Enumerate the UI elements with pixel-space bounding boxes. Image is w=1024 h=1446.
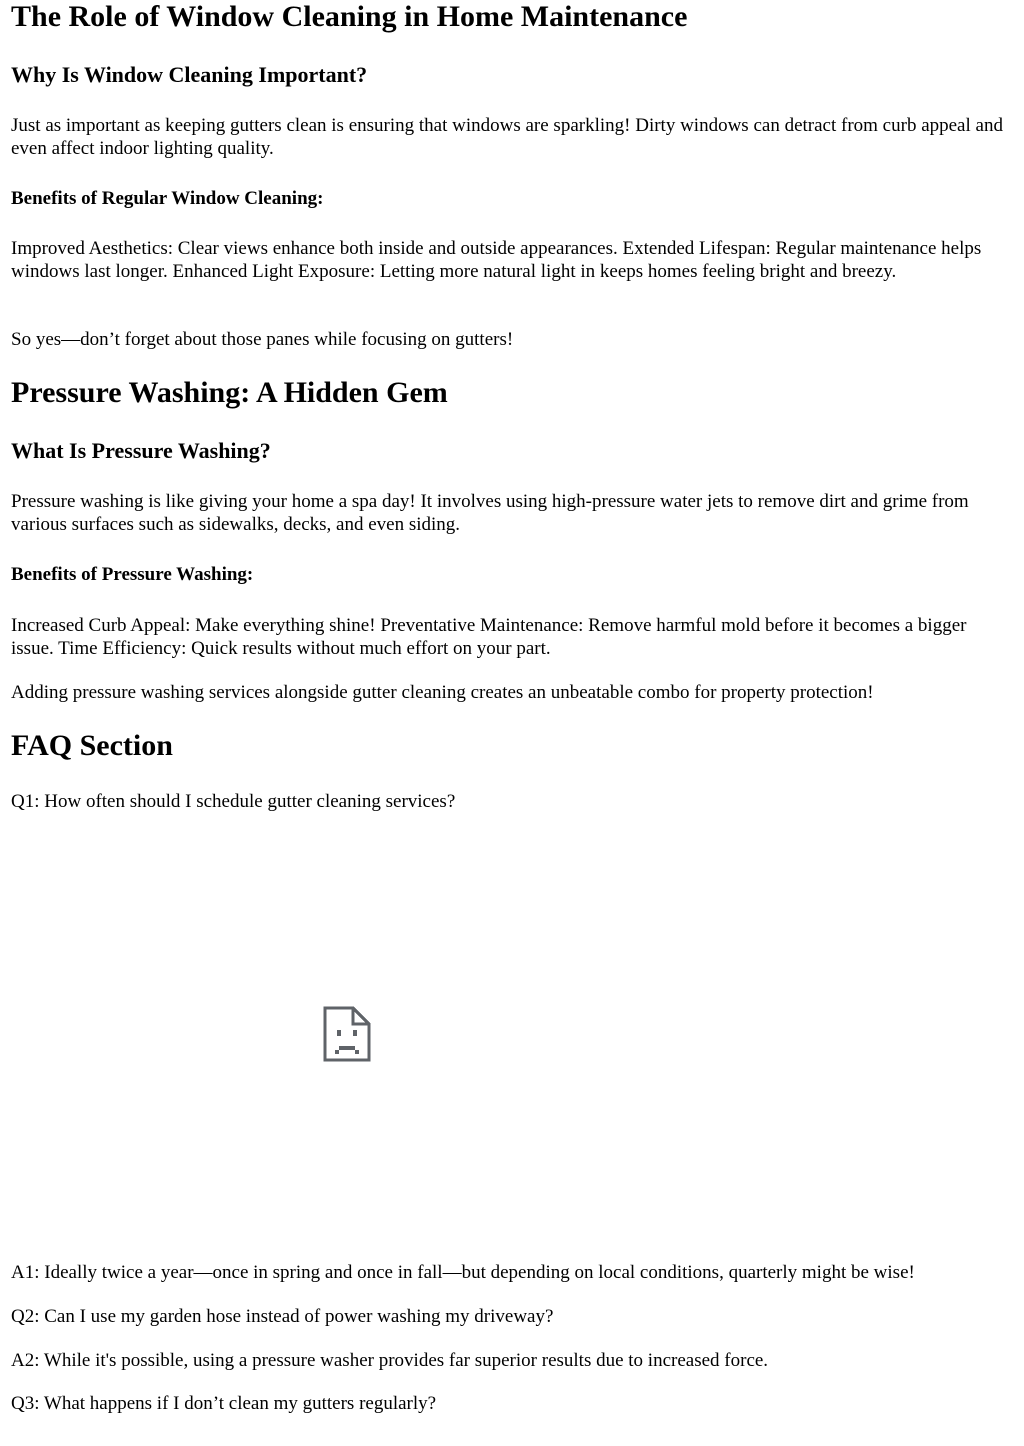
faq-question-3: Q3: What happens if I don’t clean my gutters regularly? (11, 1393, 437, 1414)
pressure-washing-title: Pressure Washing: A Hidden Gem (11, 376, 448, 409)
pressure-closing-text: Adding pressure washing services alongside gutter cleaning creates an unbeatable combo for property protection! (11, 682, 874, 703)
pressure-washing-subheading: What Is Pressure Washing? (11, 438, 271, 463)
broken-image-icon (323, 1006, 371, 1062)
window-cleaning-intro: Just as important as keeping gutters clean is ensuring that windows are sparkling! Dirty windows can detract from curb appeal and even affect indoor lighting quality. (11, 115, 1003, 159)
pressure-washing-intro: Pressure washing is like giving your home a spa day! It involves using high-pressure water jets to remove dirt and grime from various surfaces such as sidewalks, decks, and even siding. (11, 491, 969, 535)
faq-question-2: Q2: Can I use my garden hose instead of power washing my driveway? (11, 1306, 554, 1327)
window-cleaning-subheading: Why Is Window Cleaning Important? (11, 62, 368, 87)
faq-answer-2: A2: While it's possible, using a pressure washer provides far superior results due to increased force. (11, 1350, 769, 1371)
window-benefits-text: Improved Aesthetics: Clear views enhance both inside and outside appearances. Extended Lifespan: Regular maintenance helps windows last longer. Enhanced Light Exposure: Letting more natural light in keeps homes feeling bright and breezy. (11, 238, 982, 282)
pressure-benefits-heading: Benefits of Pressure Washing: (11, 564, 254, 585)
faq-answer-1: A1: Ideally twice a year—once in spring and once in fall—but depending on local conditions, quarterly might be wise! (11, 1262, 915, 1283)
window-closing-text: So yes—don’t forget about those panes while focusing on gutters! (11, 329, 514, 350)
pressure-benefits-text: Increased Curb Appeal: Make everything shine! Preventative Maintenance: Remove harmful mold before it becomes a bigger issue. Time Efficiency: Quick results without much effort on your part. (11, 615, 967, 659)
window-benefits-heading: Benefits of Regular Window Cleaning: (11, 188, 324, 209)
faq-question-1: Q1: How often should I schedule gutter cleaning services? (11, 791, 456, 812)
window-cleaning-title: The Role of Window Cleaning in Home Maintenance (11, 0, 688, 33)
broken-image (11, 820, 731, 1250)
faq-title: FAQ Section (11, 729, 173, 762)
